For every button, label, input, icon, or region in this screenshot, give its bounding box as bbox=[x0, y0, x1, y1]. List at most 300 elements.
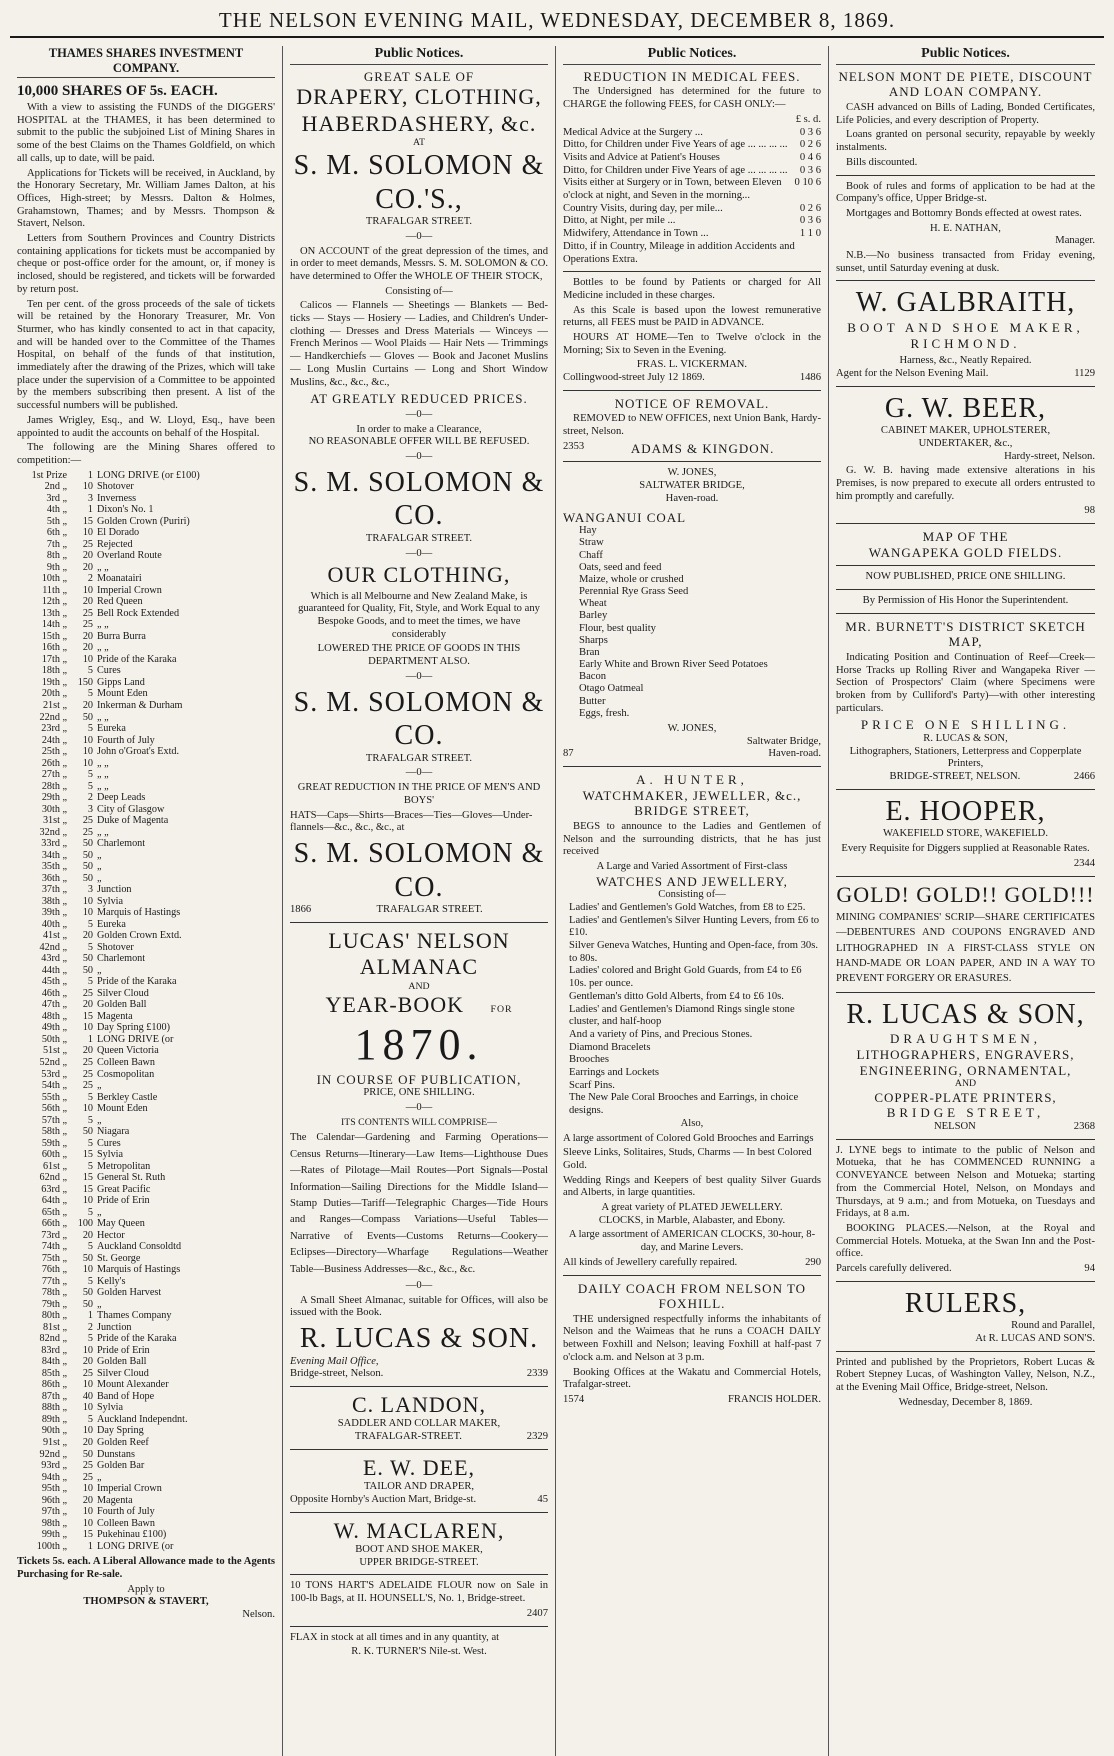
thames-para-4: Ten per cent. of the gross proceeds of the sale of tickets will be retained by the Honorary Treasurer, Mr. Von Sturmer, who has kindly consented to act in that capacity, and will be handed over to the Committee of the Thames Hospital, on behalf of the funds of that institution, immediately after the drawing of the Prizes, which will take place under the supervision of a Committee to be appointed by the members subscribing then present. A list of the successful numbers will be published. bbox=[17, 298, 275, 412]
prize-row bbox=[17, 1483, 275, 1495]
prize-claim: Marquis of Hastings bbox=[97, 907, 181, 919]
rule bbox=[290, 1574, 548, 1575]
prize-rank: 38th „ bbox=[41, 895, 67, 907]
consisting-label: Consisting of— bbox=[385, 285, 453, 297]
prize-claim: Queen Victoria bbox=[97, 1045, 159, 1057]
prize-claim: Burra Burra bbox=[97, 630, 146, 642]
produce-item: Otago Oatmeal bbox=[579, 683, 644, 695]
prize-row bbox=[17, 1495, 275, 1507]
prize-claim: „ „ bbox=[97, 769, 109, 781]
agent-town: Nelson. bbox=[242, 1608, 275, 1620]
rule bbox=[836, 789, 1095, 790]
bridge-street: Bridge-street, Nelson. bbox=[290, 1368, 384, 1380]
lithographers: LITHOGRAPHERS, ENGRAVERS, bbox=[856, 1046, 1075, 1062]
manager-label: Manager. bbox=[1055, 235, 1095, 247]
prize-rank: 37th „ bbox=[41, 884, 67, 896]
prize-row bbox=[17, 1368, 275, 1380]
produce-item: Straw bbox=[579, 537, 604, 549]
burnett-heading: MR. BURNETT'S DISTRICT SKETCH MAP, bbox=[845, 618, 1086, 650]
prize-claim: Mount Eden bbox=[97, 1103, 148, 1115]
prize-rank: 21st „ bbox=[42, 700, 67, 711]
boot-text: BOOT AND SHOE MAKER, bbox=[355, 1544, 483, 1556]
turner-text: R. K. TURNER'S Nile-st. West. bbox=[351, 1646, 487, 1658]
prize-qty: 20 bbox=[82, 1356, 93, 1368]
engineering: ENGINEERING, ORNAMENTAL, bbox=[859, 1062, 1072, 1078]
prize-row bbox=[17, 1149, 275, 1161]
bridge-street-nelson: BRIDGE-STREET, NELSON. bbox=[889, 771, 1021, 783]
holder-name: FRANCIS HOLDER. bbox=[727, 1394, 821, 1405]
prize-row bbox=[17, 1218, 275, 1230]
prize-claim: Sylvia bbox=[97, 1149, 124, 1161]
rule bbox=[836, 175, 1095, 176]
prize-row bbox=[17, 1506, 275, 1518]
jewel-item: Brooches bbox=[569, 1054, 610, 1066]
prize-rank: 42nd „ bbox=[39, 941, 67, 953]
prize-rank: 39th „ bbox=[41, 907, 67, 919]
prize-row bbox=[17, 746, 275, 758]
prize-claim: Moanatairi bbox=[97, 573, 142, 585]
prize-row bbox=[17, 1402, 275, 1414]
prize-claim: Auckland Independnt. bbox=[97, 1413, 188, 1425]
prize-row bbox=[17, 1241, 275, 1253]
prize-claim: Imperial Crown bbox=[97, 584, 162, 596]
prize-rank: 80th „ bbox=[41, 1310, 67, 1322]
draughtsmen: DRAUGHTSMEN, bbox=[890, 1031, 1041, 1047]
prize-claim: Auckland Consoldtd bbox=[97, 1241, 182, 1253]
wanganui-coal: WANGANUI COAL bbox=[563, 509, 687, 525]
thames-para-5: James Wrigley, Esq., and W. Lloyd, Esq., have been appointed to audit the accounts on behalf of the Hospital. bbox=[17, 414, 275, 439]
lucas-son: R. LUCAS & SON, bbox=[923, 733, 1008, 745]
saddler-text: SADDLER AND COLLAR MAKER, bbox=[337, 1418, 501, 1430]
nb-text: N.B.—No business transacted from Friday evening, sunset, until Saturday evening at dusk. bbox=[836, 250, 1095, 274]
column-2 bbox=[283, 46, 556, 1756]
prize-rank: 1st Prize bbox=[31, 469, 67, 481]
ad-number: 98 bbox=[1084, 505, 1095, 517]
prize-qty: 10 bbox=[82, 895, 93, 907]
small-sheet: A Small Sheet Almanac, suitable for Offices, will also be issued with the Book. bbox=[290, 1294, 548, 1319]
prize-rank: 47th „ bbox=[41, 999, 67, 1011]
rulers-heading: RULERS, bbox=[904, 1287, 1027, 1319]
hunter-footer bbox=[563, 1257, 821, 1270]
rule bbox=[563, 461, 821, 462]
sleeve-links: Sleeve Links, Solitaires, Studs, Charms — In best Colored Gold. bbox=[563, 1147, 812, 1171]
coach-text: THE undersigned respectfully informs the inhabitants of Nelson and the Waimeas that he runs a COACH DAILY between Foxhill and Nelson; leaving Foxhill at half-past 7 o'clock a.m. and Nelson at 3 p.m. bbox=[563, 1313, 821, 1363]
prize-row bbox=[17, 516, 275, 528]
prize-rank: 17th „ bbox=[41, 653, 67, 665]
prize-row bbox=[17, 1529, 275, 1541]
prize-qty: 3 bbox=[87, 884, 93, 896]
prize-claim: El Dorado bbox=[97, 527, 140, 539]
trafalgar-street-4: TRAFALGAR STREET. bbox=[376, 904, 483, 916]
divider: —0— bbox=[405, 1101, 433, 1113]
prize-claim: Fourth of July bbox=[97, 1506, 155, 1518]
prize-qty: 5 bbox=[87, 1241, 93, 1253]
daily-coach: DAILY COACH FROM NELSON TO FOXHILL. bbox=[577, 1280, 807, 1312]
solomon-firm-4: S. M. SOLOMON & CO. bbox=[293, 837, 545, 903]
prize-row bbox=[17, 1333, 275, 1345]
prize-rank: 74th „ bbox=[41, 1241, 67, 1253]
ad-number: 94 bbox=[1084, 1263, 1095, 1275]
ad-number: 1129 bbox=[1074, 367, 1095, 379]
prize-row bbox=[17, 907, 275, 919]
apply-to: Apply to bbox=[127, 1583, 165, 1595]
american-clocks: A large assortment of AMERICAN CLOCKS, 30-hour, 8-day, and Marine Levers. bbox=[568, 1229, 816, 1254]
prize-qty: 5 bbox=[87, 780, 93, 792]
prize-rank: 79th „ bbox=[41, 1298, 67, 1310]
prize-qty: 5 bbox=[87, 1413, 93, 1425]
prize-qty: 20 bbox=[82, 550, 93, 562]
richmond-text: RICHMOND. bbox=[910, 335, 1021, 351]
dee-footer bbox=[290, 1494, 548, 1507]
prize-claim: Golden Reef bbox=[97, 1437, 149, 1448]
prize-claim: Red Queen bbox=[97, 596, 143, 608]
fee-row bbox=[563, 177, 821, 202]
produce-item: Perennial Rye Grass Seed bbox=[579, 586, 689, 598]
prize-rank: 7th „ bbox=[46, 538, 67, 550]
prize-claim: „ „ bbox=[97, 619, 109, 631]
prize-qty: 50 bbox=[82, 1126, 93, 1138]
yearbook-heading bbox=[290, 992, 548, 1018]
produce-item: Bran bbox=[579, 646, 600, 658]
prize-rank: 76th „ bbox=[41, 1264, 67, 1276]
jewel-list bbox=[563, 902, 821, 1118]
produce-list bbox=[563, 525, 821, 720]
prize-row bbox=[17, 919, 275, 931]
ad-number: 1574 bbox=[563, 1394, 585, 1405]
clothing-text: Which is all Melbourne and New Zealand Make, is guaranteed for Quality, Fit, Style, and Work Equal to any Bespoke Goods, and to meet the times, we have considerably bbox=[298, 590, 540, 640]
jewel-item: Scarf Pins. bbox=[569, 1079, 615, 1091]
prize-qty: 10 bbox=[82, 1195, 93, 1207]
prize-qty: 40 bbox=[82, 1390, 93, 1402]
tailor-text: TAILOR AND DRAPER, bbox=[363, 1481, 475, 1493]
prize-claim: Charlemont bbox=[97, 953, 146, 965]
account-text: ON ACCOUNT of the great depression of the times, and in order to meet demands, Messrs. S. M. SOLOMON & CO. have determined to Offer the WHOLE OF THEIR STOCK, bbox=[290, 245, 548, 282]
prize-row bbox=[17, 884, 275, 896]
jones-footer bbox=[563, 748, 821, 761]
prize-claim: Pride of Erin bbox=[97, 1344, 150, 1356]
rule bbox=[290, 1386, 548, 1387]
prize-row bbox=[17, 1379, 275, 1391]
prize-qty: 25 bbox=[82, 1080, 93, 1092]
prize-row bbox=[17, 1518, 275, 1530]
fee-item: Visits either at Surgery or in Town, between Eleven o'clock at night, and Seven in the morning... bbox=[563, 177, 782, 202]
mont-de-piete: NELSON MONT DE PIETE, DISCOUNT AND LOAN COMPANY. bbox=[838, 68, 1093, 100]
prize-row bbox=[17, 677, 275, 689]
columns bbox=[10, 46, 1104, 1756]
trafalgar-street-3: TRAFALGAR STREET. bbox=[365, 752, 473, 764]
prize-claim: Kelly's bbox=[97, 1275, 126, 1287]
map-heading: MAP OF THE bbox=[922, 529, 1009, 545]
prize-claim: Silver Cloud bbox=[97, 987, 149, 999]
permission-text: By Permission of His Honor the Superintendent. bbox=[862, 595, 1069, 607]
contents-heading: ITS CONTENTS WILL COMPRISE— bbox=[341, 1116, 497, 1128]
produce-item: Hay bbox=[579, 525, 597, 537]
prize-row bbox=[17, 827, 275, 839]
prize-claim: Gipps Land bbox=[97, 676, 145, 688]
course-of-publication: IN COURSE OF PUBLICATION, bbox=[316, 1071, 522, 1087]
prize-qty: 150 bbox=[77, 676, 93, 688]
lucas-footer bbox=[290, 1368, 548, 1381]
prize-rank: 96th „ bbox=[41, 1494, 67, 1506]
jewel-item: Silver Geneva Watches, Hunting and Open-face, from 30s. to 80s. bbox=[569, 940, 819, 964]
thames-para-2: Applications for Tickets will be received, in Auckland, by the Honorary Secretary, Mr. William James Dalton, at his Offices, High-street; by Messrs. Dalton & Holmes, Grahamstown, Thames; and by Messrs. Thompson & Stavert, Nelson. bbox=[17, 167, 275, 230]
prize-qty: 5 bbox=[87, 665, 93, 677]
prize-qty: 5 bbox=[87, 1160, 93, 1172]
prize-rank: 4th „ bbox=[46, 504, 67, 516]
prize-qty: 20 bbox=[82, 700, 93, 711]
prize-qty: 5 bbox=[87, 688, 93, 700]
prize-row bbox=[17, 619, 275, 631]
rule bbox=[836, 876, 1095, 877]
yearbook: YEAR-BOOK bbox=[325, 992, 464, 1018]
wakefield-store: WAKEFIELD STORE, WAKEFIELD. bbox=[883, 828, 1048, 840]
bridge-street: BRIDGE STREET, bbox=[634, 803, 750, 819]
prize-rank: 83rd „ bbox=[41, 1344, 67, 1356]
prize-claim: Golden Bar bbox=[97, 1460, 145, 1472]
medical-fees-heading: REDUCTION IN MEDICAL FEES. bbox=[583, 68, 801, 84]
cash-text: CASH advanced on Bills of Lading, Bonded Certificates, Life Policies, and every description of Property. bbox=[836, 101, 1095, 126]
prize-rank: 56th „ bbox=[41, 1103, 67, 1115]
prize-row bbox=[17, 1276, 275, 1288]
wangapeka-heading: WANGAPEKA GOLD FIELDS. bbox=[868, 544, 1063, 560]
vickerman-footer bbox=[563, 372, 821, 385]
prize-rank: 13th „ bbox=[41, 607, 67, 619]
prize-row bbox=[17, 504, 275, 516]
prize-claim: „ bbox=[97, 964, 102, 976]
produce-item: Butter bbox=[579, 695, 606, 707]
prize-rank: 40th „ bbox=[41, 918, 67, 930]
prize-qty: 50 bbox=[82, 1298, 93, 1310]
prize-claim: Colleen Bawn bbox=[97, 1056, 156, 1068]
price-text: PRICE, ONE SHILLING. bbox=[363, 1087, 475, 1099]
prize-row bbox=[17, 481, 275, 493]
prize-row bbox=[17, 1345, 275, 1357]
produce-item: Barley bbox=[579, 610, 608, 622]
fee-item: Visits and Advice at Patient's Houses bbox=[563, 151, 720, 163]
fee-amount: 1 1 0 bbox=[799, 228, 821, 240]
prize-rank: 88th „ bbox=[41, 1402, 67, 1414]
prize-claim: „ bbox=[97, 861, 102, 873]
prize-row bbox=[17, 1092, 275, 1104]
prize-row bbox=[17, 1011, 275, 1023]
prize-qty: 10 bbox=[82, 1425, 93, 1437]
prize-claim: St. George bbox=[97, 1252, 141, 1264]
prize-rank: 10th „ bbox=[41, 573, 67, 585]
mortgages-text: Mortgages and Bottomry Bonds effected at owest rates. bbox=[846, 207, 1082, 219]
prize-qty: 10 bbox=[82, 1483, 93, 1495]
prize-claim: Shotover bbox=[97, 941, 134, 953]
prize-rank: 23rd „ bbox=[41, 723, 67, 735]
fee-item: Ditto, for Children under Five Years of age ... ... ... ... bbox=[563, 139, 788, 151]
saltwater-bridge: SALTWATER BRIDGE, bbox=[639, 480, 745, 492]
prize-qty: 1 bbox=[87, 504, 93, 516]
prize-rank: 16th „ bbox=[41, 642, 67, 654]
prize-rank: 99th „ bbox=[41, 1529, 67, 1541]
bridge-street-2: BRIDGE STREET, bbox=[886, 1105, 1045, 1121]
prize-qty: 3 bbox=[87, 492, 93, 504]
fee-row bbox=[563, 228, 821, 241]
watchmaker-text: WATCHMAKER, JEWELLER, &c., bbox=[582, 787, 802, 803]
prize-claim: Cures bbox=[97, 665, 121, 677]
price-shilling: PRICE ONE SHILLING. bbox=[860, 717, 1071, 733]
prize-rank: 64th „ bbox=[41, 1195, 67, 1207]
lyne-footer bbox=[836, 1263, 1095, 1276]
prize-qty: 10 bbox=[82, 757, 93, 769]
ad-number: 290 bbox=[805, 1256, 821, 1268]
removal-heading: NOTICE OF REMOVAL. bbox=[614, 395, 770, 411]
prize-row bbox=[17, 1057, 275, 1069]
booking-text: Booking Offices at the Wakatu and Commercial Hotels, Trafalgar-street. bbox=[563, 1366, 821, 1391]
prize-row bbox=[17, 1115, 275, 1127]
prize-row bbox=[17, 1391, 275, 1403]
prize-rank: 61st „ bbox=[42, 1160, 67, 1172]
lowered-text: LOWERED THE PRICE OF GOODS IN THIS DEPARTMENT ALSO. bbox=[317, 643, 521, 668]
prize-qty: 50 bbox=[82, 849, 93, 861]
reduced-prices: AT GREATLY REDUCED PRICES. bbox=[310, 391, 528, 407]
prize-qty: 25 bbox=[82, 1471, 93, 1483]
prize-rank: 34th „ bbox=[41, 849, 67, 861]
prize-row bbox=[17, 631, 275, 643]
prize-claim: Overland Route bbox=[97, 550, 162, 562]
prize-qty: 50 bbox=[82, 1287, 93, 1299]
prize-row bbox=[17, 804, 275, 816]
prize-claim: Band of Hope bbox=[97, 1390, 155, 1402]
jewel-item: Earrings and Lockets bbox=[569, 1067, 660, 1079]
rule bbox=[836, 1351, 1095, 1352]
prize-row bbox=[17, 930, 275, 942]
prize-claim: LONG DRIVE (or £100) bbox=[97, 469, 200, 481]
prize-row bbox=[17, 585, 275, 597]
prize-claim: Day Spring £100) bbox=[97, 1022, 171, 1034]
prize-qty: 10 bbox=[82, 746, 93, 758]
prize-rank: 77th „ bbox=[41, 1275, 67, 1287]
prize-rank: 30th „ bbox=[41, 803, 67, 815]
prize-row bbox=[17, 792, 275, 804]
prize-claim: Dunstans bbox=[97, 1448, 135, 1460]
nelson-label: NELSON bbox=[934, 1121, 976, 1133]
column-1 bbox=[10, 46, 283, 1756]
prize-claim: „ bbox=[97, 1114, 102, 1126]
dee-name: E. W. DEE, bbox=[362, 1454, 476, 1480]
prize-claim: Berkley Castle bbox=[97, 1091, 158, 1103]
drapery-heading: DRAPERY, CLOTHING, bbox=[296, 84, 542, 110]
prize-claim: Junction bbox=[97, 1321, 132, 1333]
prize-rank: 57th „ bbox=[41, 1114, 67, 1126]
prize-qty: 15 bbox=[82, 1149, 93, 1161]
prize-row bbox=[17, 850, 275, 862]
watches-heading: WATCHES AND JEWELLERY, bbox=[596, 873, 788, 889]
prize-row bbox=[17, 769, 275, 781]
fee-row bbox=[563, 139, 821, 152]
no-offer-text: NO REASONABLE OFFER WILL BE REFUSED. bbox=[308, 436, 530, 448]
flour-text: 10 TONS HART'S ADELAIDE FLOUR now on Sale in 100-lb Bags, at II. HOUNSELL'S, No. 1, Bridge-street. bbox=[290, 1580, 548, 1605]
prize-qty: 25 bbox=[82, 538, 93, 550]
prize-row bbox=[17, 838, 275, 850]
solomon-firm-3: S. M. SOLOMON & CO. bbox=[293, 686, 545, 752]
trafalgar-street: TRAFALGAR STREET. bbox=[365, 216, 473, 228]
ad-number: 2344 bbox=[1073, 857, 1095, 869]
bottles-text: Bottles to be found by Patients or charged for All Medicine included in these charges. bbox=[563, 277, 821, 301]
prize-qty: 10 bbox=[82, 1022, 93, 1034]
fee-amount: 0 10 6 bbox=[794, 177, 821, 189]
and-label: AND bbox=[408, 980, 430, 992]
prize-qty: 5 bbox=[87, 1091, 93, 1103]
prize-rank: 3rd „ bbox=[46, 492, 67, 504]
prize-rank: 92nd „ bbox=[39, 1448, 67, 1460]
prize-qty: 10 bbox=[82, 1517, 93, 1529]
prize-claim: Magenta bbox=[97, 1494, 133, 1506]
tickets-note: Tickets 5s. each. A Liberal Allowance made to the Agents Purchasing for Re-sale. bbox=[17, 1556, 275, 1580]
prize-qty: 5 bbox=[87, 976, 93, 988]
prize-rank: 15th „ bbox=[41, 630, 67, 642]
prize-claim: Rejected bbox=[97, 538, 133, 550]
prize-claim: „ „ bbox=[97, 757, 109, 769]
saltwater-bridge-2: Saltwater Bridge, bbox=[746, 735, 821, 747]
prize-row bbox=[17, 608, 275, 620]
litho-text: Lithographers, Stationers, Letterpress and Copperplate Printers, bbox=[849, 745, 1082, 770]
prize-claim: Charlemont bbox=[97, 838, 146, 850]
thames-para-1: With a view to assisting the FUNDS of the DIGGERS' HOSPITAL at the THAMES, it has been determined to submit to the public the subjoined List of Mining Shares in some of the best Claims on the Thames Goldfield, on which all calls, up to date, will be paid. bbox=[17, 102, 275, 164]
prize-rank: 58th „ bbox=[41, 1126, 67, 1138]
prize-row bbox=[17, 527, 275, 539]
trafalgar-street-5: TRAFALGAR-STREET. bbox=[354, 1431, 462, 1443]
rule bbox=[290, 922, 548, 923]
prize-claim: „ „ bbox=[97, 711, 109, 723]
prize-rank: 53rd „ bbox=[41, 1068, 67, 1080]
prize-claim: Golden Ball bbox=[97, 999, 147, 1011]
ad-number: 87 bbox=[563, 748, 574, 760]
prize-qty: 20 bbox=[82, 1494, 93, 1506]
fee-amount: 0 3 6 bbox=[799, 164, 821, 176]
prize-row bbox=[17, 1184, 275, 1196]
fee-amount: 0 3 6 bbox=[799, 126, 821, 138]
fee-list bbox=[563, 127, 821, 267]
prize-row bbox=[17, 1541, 275, 1553]
prize-claim: LONG DRIVE (or bbox=[97, 1540, 174, 1552]
rule bbox=[836, 992, 1095, 993]
prize-claim: Golden Crown (Puriri) bbox=[97, 515, 190, 527]
prize-rank: 48th „ bbox=[41, 1010, 67, 1022]
divider: —0— bbox=[405, 230, 433, 242]
round-parallel: Round and Parallel, bbox=[1011, 1320, 1095, 1332]
prize-row bbox=[17, 1069, 275, 1081]
fee-item: Medical Advice at the Surgery ... bbox=[563, 126, 703, 138]
solomon-footer bbox=[290, 904, 548, 917]
prize-qty: 15 bbox=[82, 515, 93, 527]
fee-row bbox=[563, 152, 821, 165]
prize-qty: 5 bbox=[87, 769, 93, 781]
prize-claim: Sylvia bbox=[97, 895, 124, 907]
prize-claim: Shotover bbox=[97, 481, 134, 493]
prize-row bbox=[17, 1310, 275, 1322]
prize-row bbox=[17, 1195, 275, 1207]
prize-row bbox=[17, 539, 275, 551]
fee-amount: 0 4 6 bbox=[799, 151, 821, 163]
booking-places: BOOKING PLACES.—Nelson, at the Royal and Commercial Hotels. Motueka, at the Swan Inn and the Post-office. bbox=[836, 1222, 1095, 1260]
prize-rank: 97th „ bbox=[41, 1506, 67, 1518]
ad-number: 2368 bbox=[1073, 1121, 1095, 1133]
prize-qty: 5 bbox=[87, 1275, 93, 1287]
rule bbox=[563, 1275, 821, 1276]
prize-claim: Marquis of Hastings bbox=[97, 1264, 181, 1276]
prize-qty: 5 bbox=[87, 1206, 93, 1218]
prize-rank: 27th „ bbox=[41, 769, 67, 781]
prize-row bbox=[17, 965, 275, 977]
prize-claim: Inverness bbox=[97, 492, 137, 504]
prize-row bbox=[17, 1414, 275, 1426]
copper-plate: COPPER-PLATE PRINTERS, bbox=[874, 1089, 1057, 1105]
prize-row bbox=[17, 1425, 275, 1437]
